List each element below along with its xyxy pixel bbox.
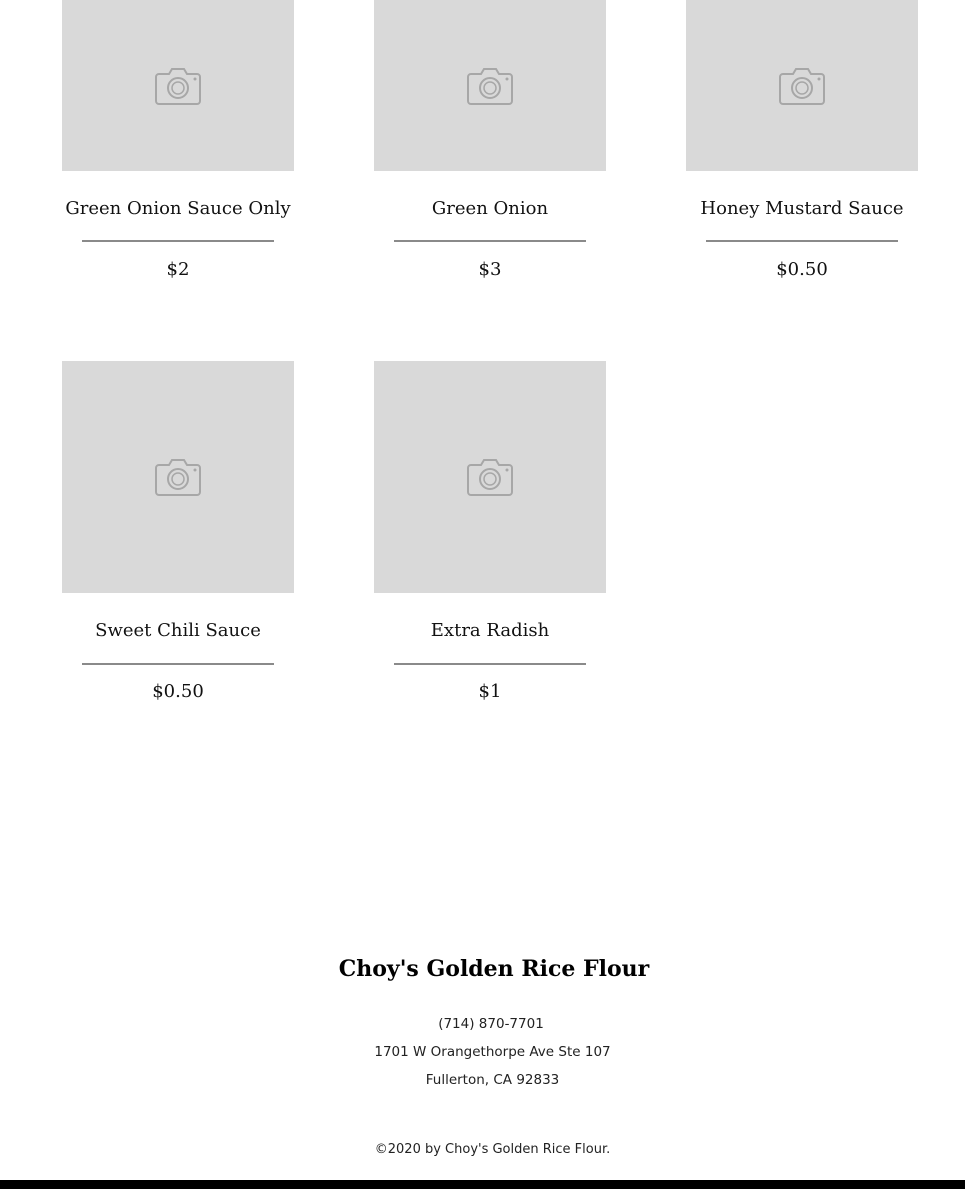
camera-icon [153, 457, 203, 497]
product-price: $0.50 [776, 259, 828, 280]
product-name[interactable]: Green Onion [431, 198, 549, 219]
product-price: $1 [478, 681, 502, 702]
footer-address-line2: Fullerton, CA 92833 [425, 1072, 560, 1088]
product-image-placeholder[interactable] [62, 361, 294, 593]
footer-address-line1: 1701 W Orangethorpe Ave Ste 107 [374, 1044, 611, 1060]
product-image-placeholder[interactable] [686, 0, 918, 171]
divider [394, 663, 586, 665]
product-name[interactable]: Extra Radish [430, 620, 550, 641]
divider [394, 240, 586, 242]
divider [706, 240, 898, 242]
divider [82, 240, 274, 242]
product-image-placeholder[interactable] [374, 361, 606, 593]
product-name[interactable]: Honey Mustard Sauce [700, 198, 904, 219]
product-name[interactable]: Sweet Chili Sauce [95, 620, 261, 641]
footer-business-name: Choy's Golden Rice Flour [338, 956, 650, 982]
divider [82, 663, 274, 665]
product-price: $2 [166, 259, 190, 280]
footer-phone[interactable]: (714) 870-7701 [438, 1016, 544, 1032]
camera-icon [153, 66, 203, 106]
footer-copyright: ©2020 by Choy's Golden Rice Flour. [374, 1142, 611, 1157]
product-price: $3 [478, 259, 502, 280]
camera-icon [465, 66, 515, 106]
product-price: $0.50 [152, 681, 204, 702]
bottom-bar [0, 1180, 965, 1189]
product-name[interactable]: Green Onion Sauce Only [65, 198, 291, 219]
product-image-placeholder[interactable] [374, 0, 606, 171]
product-image-placeholder[interactable] [62, 0, 294, 171]
camera-icon [777, 66, 827, 106]
camera-icon [465, 457, 515, 497]
